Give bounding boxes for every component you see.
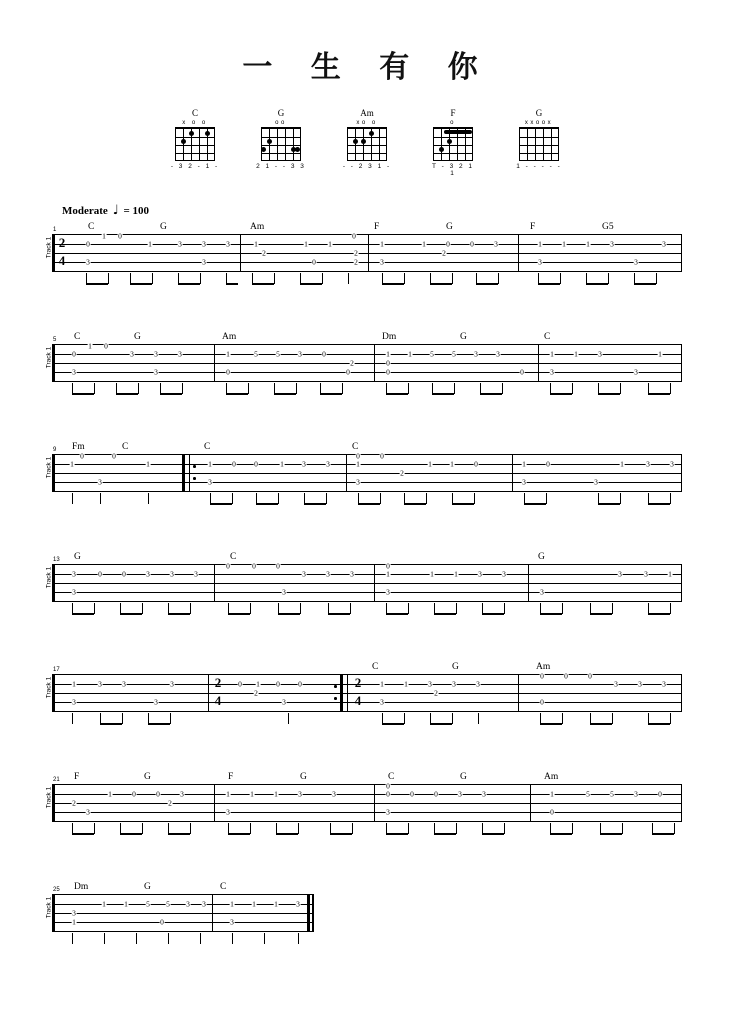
tab-number: 0 [346,367,350,377]
tab-number: 3 [98,679,102,689]
chord-symbol: G [160,222,167,232]
track-label: Track 1 [45,236,53,259]
chord-fingering: - 3 2 - 1 - [170,163,220,170]
chord-symbol: C [230,552,237,562]
chord-name: F [450,108,456,118]
tab-number: 1 [620,459,624,469]
tab-number: 3 [302,459,306,469]
staff-system-7 [0,882,734,974]
measure-number: 17 [53,667,60,673]
tab-number: 3 [538,257,542,267]
tab-number: 3 [298,789,302,799]
chord-diagram-f [428,108,478,177]
chord-symbol: G [144,882,151,892]
chord-fingering: - - 2 3 1 - [342,163,392,170]
tab-number: 3 [634,367,638,377]
tab-number: 0 [112,451,116,461]
tab-number: 3 [180,789,184,799]
tab-staff-wrap [45,557,734,619]
tab-number: 3 [202,239,206,249]
tab-number: 3 [502,569,506,579]
repeat-barline [182,455,185,491]
tempo-bpm: = 100 [123,205,149,217]
tab-number: 3 [302,569,306,579]
tab-number: 1 [108,789,112,799]
tab-staff [52,557,682,602]
tab-number: 5 [452,349,456,359]
chord-diagram-g5 [514,108,564,177]
tab-number: 0 [104,341,108,351]
chord-open-strings: xxoox [524,120,554,126]
tab-number: 1 [538,239,542,249]
tab-number: 3 [208,477,212,487]
tab-number: 3 [202,257,206,267]
track-label: Track 1 [45,566,53,589]
tab-number: 0 [80,451,84,461]
tab-number: 3 [98,477,102,487]
rhythm-row [52,823,682,839]
chord-symbols-row [52,882,734,894]
tab-number: 1 [562,239,566,249]
chord-symbol: C [88,222,95,232]
tab-number: 3 [428,679,432,689]
tab-number: 3 [356,477,360,487]
track-label: Track 1 [45,456,53,479]
tab-number: 5 [146,899,150,909]
chord-symbols-row [52,772,734,784]
chord-symbol: C [220,882,227,892]
tab-number: 0 [474,459,478,469]
tab-number: 2 [442,248,446,258]
tab-number: 0 [226,561,230,571]
track-label: Track 1 [45,676,53,699]
tab-number: 3 [86,807,90,817]
repeat-barline [340,675,343,711]
time-signature: 2 4 [354,675,362,708]
tab-number: 3 [474,349,478,359]
tab-number: 3 [282,587,286,597]
chord-grid [261,127,301,161]
tab-number: 3 [130,349,134,359]
tab-number: 3 [170,679,174,689]
tab-number: 3 [72,367,76,377]
tab-number: 1 [428,459,432,469]
tab-number: 0 [546,459,550,469]
track-label: Track 1 [45,896,53,919]
rhythm-row [52,273,682,289]
chord-symbol: G [446,222,453,232]
tab-number: 1 [70,459,74,469]
tab-number: 0 [254,459,258,469]
measure-number: 1 [53,227,57,233]
tab-number: 3 [610,239,614,249]
chord-diagram-g [256,108,306,177]
quarter-note-icon: ♩ [112,203,119,218]
tab-number: 3 [226,807,230,817]
chord-symbol: G [300,772,307,782]
chord-fingering: 2 1 - - 3 3 [256,163,306,170]
page-title: 一 生 有 你 [242,50,492,85]
tab-number: 3 [634,257,638,267]
tab-number: 1 [280,459,284,469]
tab-number: 1 [356,459,360,469]
tab-number: 1 [430,569,434,579]
measure-number: 9 [53,447,57,453]
chord-symbol: C [122,442,129,452]
tab-number: 0 [98,569,102,579]
rhythm-row [52,933,314,949]
tab-number: 1 [422,239,426,249]
tab-number: 3 [154,349,158,359]
tab-number: 1 [408,349,412,359]
staff-system-3 [0,442,734,534]
tab-number: 3 [496,349,500,359]
tab-number: 1 [254,239,258,249]
time-signature: 2 4 [214,675,222,708]
chord-fingering: 1 - - - - - [516,163,562,170]
tab-number: 1 [230,899,234,909]
tab-number: 0 [352,231,356,241]
tab-number: 3 [146,569,150,579]
tab-number: 3 [170,569,174,579]
chord-symbol: Am [536,662,551,672]
tab-number: 0 [470,239,474,249]
tab-number: 3 [194,569,198,579]
chord-symbols-row [52,332,734,344]
chord-grid [433,127,473,161]
chord-name: G [277,108,285,118]
chord-grid [519,127,559,161]
chord-symbol: Am [250,222,265,232]
tab-number: 1 [450,459,454,469]
chord-symbol: F [374,222,380,232]
tab-number: 3 [178,239,182,249]
chord-symbols-row [52,662,734,674]
tab-number: 1 [386,569,390,579]
tab-number: 3 [662,239,666,249]
chord-diagram-am [342,108,392,177]
tab-number: 0 [226,367,230,377]
tab-number: 0 [446,239,450,249]
tab-number: 0 [232,459,236,469]
tab-number: 3 [482,789,486,799]
tab-number: 1 [668,569,672,579]
chord-symbol: Dm [74,882,89,892]
tab-number: 3 [386,587,390,597]
chord-symbol: G [460,332,467,342]
tab-number: 0 [276,561,280,571]
chord-symbol: G5 [602,222,614,232]
chord-symbol: G [452,662,459,672]
tab-number: 0 [386,367,390,377]
tab-number: 3 [122,679,126,689]
tempo-text: Moderate [62,205,108,217]
chord-diagram-row [0,108,734,177]
tab-number: 1 [72,679,76,689]
tab-number: 0 [156,789,160,799]
tab-number: 3 [282,697,286,707]
tab-number: 0 [386,789,390,799]
tab-number: 2 [400,468,404,478]
tab-number: 1 [148,239,152,249]
chord-grid [347,127,387,161]
tab-number: 0 [312,257,316,267]
chord-symbol: C [352,442,359,452]
measure-number: 21 [53,777,60,783]
chord-open-strings: oo [275,120,287,126]
tab-number: 1 [380,679,384,689]
chord-symbol: G [74,552,81,562]
tab-number: 1 [328,239,332,249]
tab-number: 3 [230,917,234,927]
tab-number: 3 [540,587,544,597]
tab-number: 0 [132,789,136,799]
chord-open-strings: x o o [182,120,208,126]
tab-number: 1 [124,899,128,909]
rhythm-row [52,713,682,729]
chord-symbol: Am [544,772,559,782]
tab-number: 0 [276,679,280,689]
tab-number: 1 [72,917,76,927]
tab-number: 1 [208,459,212,469]
tab-number: 0 [386,781,390,791]
tab-number: 5 [430,349,434,359]
tab-number: 0 [540,671,544,681]
tab-number: 2 [350,358,354,368]
tab-number: 3 [326,459,330,469]
tab-number: 3 [522,477,526,487]
tab-number: 3 [614,679,618,689]
tab-number: 1 [586,239,590,249]
staff-system-5 [0,662,734,754]
tab-number: 0 [118,231,122,241]
tab-number: 1 [658,349,662,359]
tab-number: 0 [72,349,76,359]
tab-number: 3 [186,899,190,909]
tab-number: 1 [454,569,458,579]
tab-number: 0 [410,789,414,799]
tempo-marking [62,203,734,218]
tab-number: 1 [274,789,278,799]
tab-number: 0 [298,679,302,689]
rhythm-row [52,603,682,619]
tab-number: 0 [588,671,592,681]
tab-number: 0 [564,671,568,681]
tab-number: 5 [586,789,590,799]
tab-number: 1 [404,679,408,689]
tab-number: 3 [72,908,76,918]
tab-number: 3 [386,807,390,817]
tab-number: 0 [520,367,524,377]
tab-number: 0 [252,561,256,571]
tab-number: 1 [102,899,106,909]
tab-number: 1 [574,349,578,359]
staff-system-6 [0,772,734,864]
tab-number: 3 [298,349,302,359]
tab-number: 1 [250,789,254,799]
chord-name: Am [360,108,374,118]
tab-number: 0 [434,789,438,799]
measure-number: 5 [53,337,57,343]
tab-number: 0 [86,239,90,249]
chord-name: G [535,108,543,118]
measure-number: 25 [53,887,60,893]
tab-number: 1 [226,789,230,799]
chord-diagram-c [170,108,220,177]
tab-number: 3 [594,477,598,487]
chord-symbol: C [204,442,211,452]
rhythm-row [52,383,682,399]
track-label: Track 1 [45,786,53,809]
final-barline [307,895,310,931]
tab-number: 3 [644,569,648,579]
staff-system-1 [0,222,734,314]
staff-system-4 [0,552,734,644]
measure-number: 13 [53,557,60,563]
tab-number: 5 [610,789,614,799]
tab-number: 3 [670,459,674,469]
chord-fingering: T - 3 2 1 1 [431,163,475,177]
chord-symbol: C [388,772,395,782]
tab-number: 1 [256,679,260,689]
tab-number: 2 [168,798,172,808]
chord-name: C [191,108,198,118]
tab-number: 1 [102,231,106,241]
tab-number: 3 [634,789,638,799]
tab-number: 0 [238,679,242,689]
tab-number: 3 [646,459,650,469]
tab-number: 3 [350,569,354,579]
tab-number: 3 [662,679,666,689]
chord-symbol: C [372,662,379,672]
time-signature: 2 4 [58,235,66,268]
tab-number: 1 [386,349,390,359]
tab-number: 5 [166,899,170,909]
tab-number: 3 [638,679,642,689]
tab-number: 0 [386,561,390,571]
chord-symbol: F [74,772,80,782]
tab-number: 1 [304,239,308,249]
tab-number: 2 [354,257,358,267]
chord-grid [175,127,215,161]
tab-number: 1 [550,349,554,359]
chord-symbol: F [228,772,234,782]
tab-number: 1 [274,899,278,909]
tab-number: 3 [326,569,330,579]
tab-number: 3 [154,367,158,377]
tab-number: 3 [550,367,554,377]
tab-number: 1 [226,349,230,359]
chord-open-strings: o [450,120,456,126]
tab-number: 0 [540,697,544,707]
chord-open-strings: xo o [356,120,378,126]
chord-symbols-row [52,442,734,454]
tab-number: 5 [276,349,280,359]
tab-number: 0 [550,807,554,817]
staff-system-2 [0,332,734,424]
chord-symbols-row [52,222,734,234]
tab-number: 3 [598,349,602,359]
tab-number: 2 [354,248,358,258]
tab-number: 0 [380,451,384,461]
tab-number: 3 [296,899,300,909]
tab-number: 1 [88,341,92,351]
chord-symbol: G [144,772,151,782]
tab-number: 2 [254,688,258,698]
chord-symbol: G [538,552,545,562]
tab-number: 0 [356,451,360,461]
tab-number: 1 [522,459,526,469]
tab-number: 2 [72,798,76,808]
tab-number: 2 [262,248,266,258]
tab-number: 3 [478,569,482,579]
tab-number: 3 [72,587,76,597]
tab-number: 3 [380,257,384,267]
tab-number: 0 [658,789,662,799]
tab-number: 3 [380,697,384,707]
tab-number: 3 [452,679,456,689]
tab-number: 3 [458,789,462,799]
tab-number: 0 [160,917,164,927]
tab-number: 5 [254,349,258,359]
track-label: Track 1 [45,346,53,369]
tab-number: 3 [72,569,76,579]
tab-number: 0 [386,358,390,368]
tab-number: 3 [178,349,182,359]
tab-number: 1 [380,239,384,249]
tab-number: 3 [494,239,498,249]
tab-number: 3 [476,679,480,689]
chord-symbol: F [530,222,536,232]
chord-symbol: Fm [72,442,85,452]
tab-number: 3 [154,697,158,707]
tab-number: 3 [86,257,90,267]
tab-number: 1 [146,459,150,469]
chord-symbol: Dm [382,332,397,342]
tab-number: 1 [252,899,256,909]
tab-number: 3 [72,697,76,707]
chord-symbols-row [52,552,734,564]
chord-symbol: G [134,332,141,342]
tab-number: 0 [322,349,326,359]
tab-number: 3 [618,569,622,579]
chord-symbol: G [460,772,467,782]
tab-number: 0 [122,569,126,579]
tab-number: 3 [332,789,336,799]
chord-symbol: C [544,332,551,342]
rhythm-row [52,493,682,509]
tab-number: 3 [226,239,230,249]
chord-symbol: C [74,332,81,342]
tab-number: 3 [202,899,206,909]
tab-number: 2 [434,688,438,698]
chord-symbol: Am [222,332,237,342]
tab-number: 1 [550,789,554,799]
